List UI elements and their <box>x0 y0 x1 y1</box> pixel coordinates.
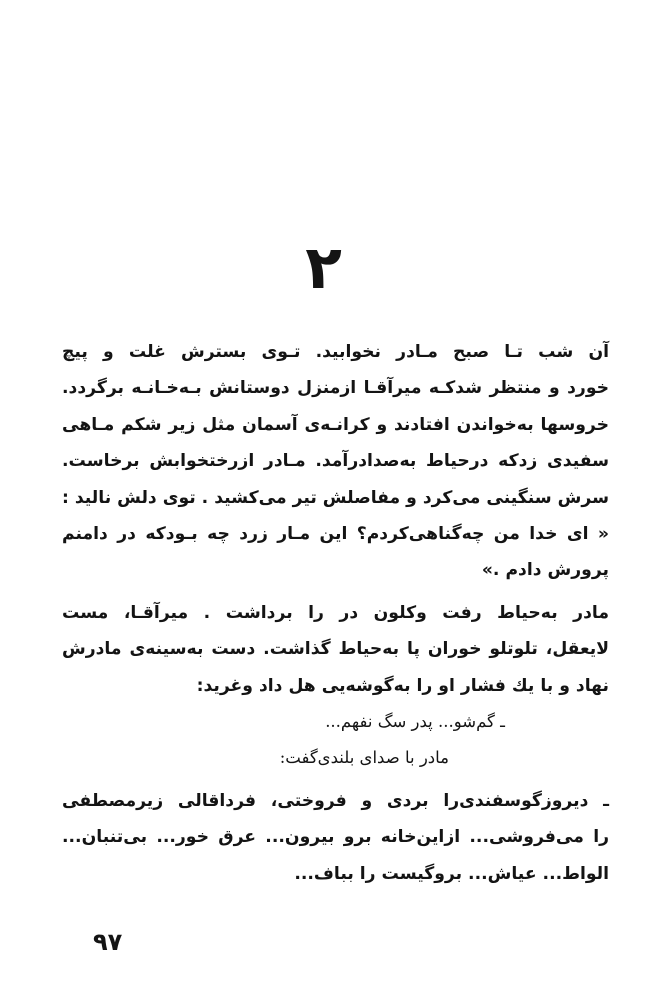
chapter-number: ۲ <box>305 233 342 303</box>
text-line: مادر به‌حیاط رفت وکلون در را برداشت . میرآقـا، مست <box>62 602 609 623</box>
text-line: « ای خدا من چه‌گناهی‌کردم؟ این مـار زرد چه بـودکه در دامنم <box>62 524 609 545</box>
text-line: لایعقل، تلوتلو خوران پا به‌حیاط گذاشت. دست به‌سینه‌ی مادرش <box>62 639 609 660</box>
dialogue-line: ـ گم‌شو... پدر سگ نفهم... <box>325 712 505 732</box>
paragraph-1 <box>62 334 609 589</box>
text-line: سفیدی زدکه درحیاط به‌صدادرآمد. مـادر ازرختخوابش برخاست. <box>62 451 609 472</box>
text-line: ـ دیروزگوسفندی‌را بردی و فروختی، فرداقالی زیرمصطفی <box>62 790 609 811</box>
paragraph-2 <box>62 595 609 704</box>
text-line: خروسها به‌خواندن افتادند و کرانـه‌ی آسمان مثل زیر شکم مـاهی <box>62 414 609 435</box>
text-line: سرش سنگینی می‌کرد و مفاصلش تیر می‌کشید . توی دلش نالید : <box>62 487 609 508</box>
text-line: را می‌فروشی... ازاین‌خانه برو بیرون... عرق خور... بی‌تنبان... <box>62 827 609 848</box>
body-text <box>62 334 609 892</box>
text-line: الواط... عیاش... بروگیست را بباف... <box>294 863 609 884</box>
text-line: پرورش دادم .» <box>481 560 609 581</box>
dialogue-line: مادر با صدای بلندی‌گفت: <box>279 748 449 768</box>
text-line: نهاد و با یك فشار او را به‌گوشه‌یی هل داد وغرید: <box>196 675 609 696</box>
text-line: آن شب تـا صبح مـادر نخوابید. تـوی بسترش غلت و پیچ <box>62 342 609 362</box>
text-line: خورد و منتظر شدکـه میرآقـا ازمنزل دوستانش بـه‌خـانـه برگردد. <box>62 378 609 399</box>
page-number: ۹۷ <box>93 928 123 956</box>
paragraph-3 <box>62 783 609 892</box>
